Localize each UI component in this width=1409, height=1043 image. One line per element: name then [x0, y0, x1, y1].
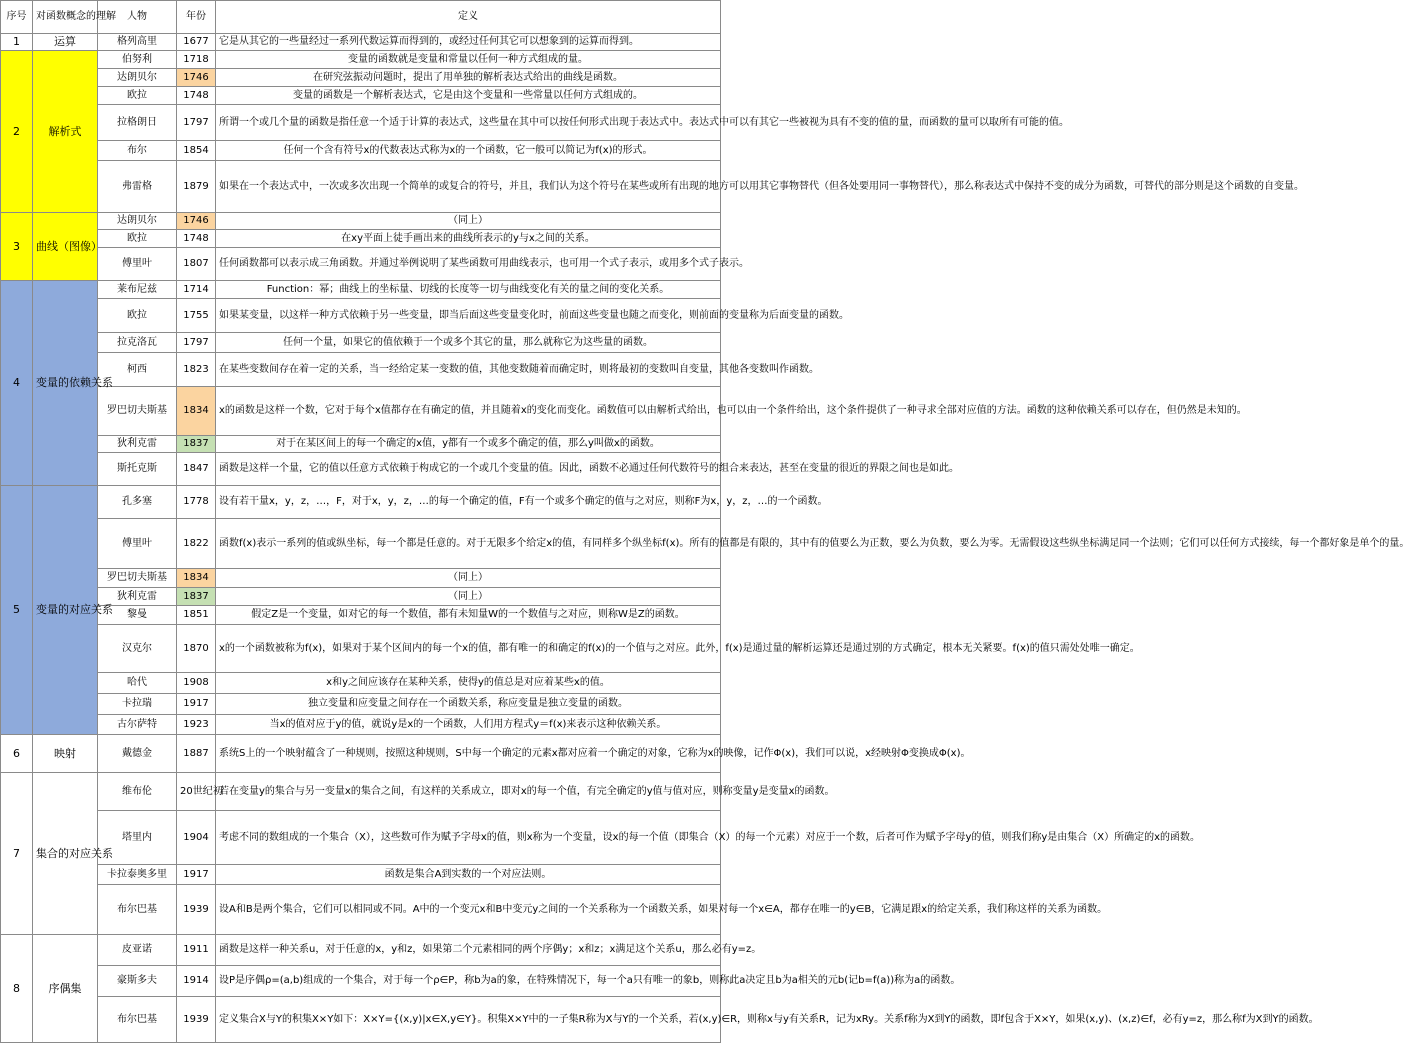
person-cell: 莱布尼兹 — [98, 281, 177, 299]
year-cell: 1748 — [177, 230, 216, 248]
person-cell: 欧拉 — [98, 299, 177, 333]
table-row — [1, 69, 721, 87]
definition-cell: 函数是集合A到实数的一个对应法则。 — [216, 865, 721, 885]
person-cell: 拉格朗日 — [98, 105, 177, 141]
year-cell: 1797 — [177, 333, 216, 353]
definition-cell: 函数是这样一个量，它的值以任意方式依赖于构成它的一个或几个变量的值。因此，函数不必通过任何代数符号的组合来表达，甚至在变量的很近的界限之间也是如此。 — [216, 453, 721, 486]
year-cell: 1837 — [177, 588, 216, 606]
definition-cell: 设P是序偶ρ=(a,b)组成的一个集合，对于每一个ρ∈P，称b为a的象，在特殊情况下，每一个a只有唯一的象b，则称此a决定且b为a相关的元b(记b=f(a))称为a的函数。 — [216, 966, 721, 997]
header-understanding: 对函数概念的理解 — [33, 1, 98, 34]
table-row — [1, 569, 721, 588]
year-cell: 1718 — [177, 51, 216, 69]
year-cell: 1851 — [177, 606, 216, 625]
definition-cell: x的函数是这样一个数，它对于每个x值都存在有确定的值，并且随着x的变化而变化。函数值可以由解析式给出，也可以由一个条件给出，这个条件提供了一种寻求全部对应值的方法。函数的这种依赖关系可以存在，但仍然是未知的。 — [216, 387, 721, 436]
person-cell: 弗雷格 — [98, 161, 177, 213]
group-label: 变量的对应关系 — [33, 486, 98, 735]
definition-cell: 任何一个量，如果它的值依赖于一个或多个其它的量，那么就称它为这些量的函数。 — [216, 333, 721, 353]
group-label: 映射 — [33, 735, 98, 773]
definition-cell: 如果某变量，以这样一种方式依赖于另一些变量，即当后面这些变量变化时，前面这些变量也随之而变化，则前面的变量称为后面变量的函数。 — [216, 299, 721, 333]
definition-cell: 当x的值对应于y的值，就说y是x的一个函数，人们用方程式y＝f(x)来表示这种依赖关系。 — [216, 715, 721, 735]
group-seq: 7 — [1, 773, 33, 935]
header-person: 人物 — [98, 1, 177, 34]
table-row — [1, 213, 721, 230]
definition-cell: 如果在一个表达式中，一次或多次出现一个简单的或复合的符号，并且，我们认为这个符号在某些或所有出现的地方可以用其它事物替代（但各处要用同一事物替代），那么称表达式中保持不变的成分为函数，可替代的部分则是这个函数的自变量。 — [216, 161, 721, 213]
definition-cell: Function：幂；曲线上的坐标量、切线的长度等一切与曲线变化有关的量之间的变化关系。 — [216, 281, 721, 299]
header-year: 年份 — [177, 1, 216, 34]
definition-cell: 变量的函数是一个解析表达式，它是由这个变量和一些常量以任何方式组成的。 — [216, 87, 721, 105]
table-row — [1, 997, 721, 1043]
year-cell: 1939 — [177, 997, 216, 1043]
definition-cell: 假定Z是一个变量，如对它的每一个数值，都有未知量W的一个数值与之对应，则称W是Z的函数。 — [216, 606, 721, 625]
table-row — [1, 625, 721, 673]
person-cell: 黎曼 — [98, 606, 177, 625]
group-seq: 3 — [1, 213, 33, 281]
table-row — [1, 281, 721, 299]
year-cell: 1879 — [177, 161, 216, 213]
person-cell: 布尔巴基 — [98, 885, 177, 935]
table-row — [1, 34, 721, 51]
person-cell: 戴德金 — [98, 735, 177, 773]
year-cell: 1714 — [177, 281, 216, 299]
person-cell: 狄利克雷 — [98, 588, 177, 606]
definition-cell: 设A和B是两个集合，它们可以相同或不同。A中的一个变元x和B中变元y之间的一个关系称为一个函数关系，如果对每一个x∈A，都存在唯一的y∈B，它满足跟x的给定关系，我们称这样的关系为函数。 — [216, 885, 721, 935]
year-cell: 1923 — [177, 715, 216, 735]
group-label: 序偶集 — [33, 935, 98, 1043]
header-definition: 定义 — [216, 1, 721, 34]
person-cell: 卡拉泰奥多里 — [98, 865, 177, 885]
person-cell: 傅里叶 — [98, 248, 177, 281]
year-cell: 1854 — [177, 141, 216, 161]
group-seq: 2 — [1, 51, 33, 213]
person-cell: 哈代 — [98, 673, 177, 694]
person-cell: 罗巴切夫斯基 — [98, 569, 177, 588]
header-seq: 序号 — [1, 1, 33, 34]
year-cell: 20世纪初 — [177, 773, 216, 811]
person-cell: 豪斯多夫 — [98, 966, 177, 997]
person-cell: 欧拉 — [98, 230, 177, 248]
group-seq: 6 — [1, 735, 33, 773]
year-cell: 1834 — [177, 569, 216, 588]
definition-cell: 函数是这样一种关系u，对于任意的x，y和z，如果第二个元素相同的两个序偶y；x和z；x满足这个关系u，那么必有y=z。 — [216, 935, 721, 966]
year-cell: 1823 — [177, 353, 216, 387]
header-row — [1, 1, 721, 34]
definition-cell: 对于在某区间上的每一个确定的x值，y都有一个或多个确定的值，那么y叫做x的函数。 — [216, 436, 721, 453]
person-cell: 斯托克斯 — [98, 453, 177, 486]
table-row — [1, 935, 721, 966]
table-row — [1, 715, 721, 735]
definition-cell: 若在变量y的集合与另一变量x的集合之间，有这样的关系成立，即对x的每一个值，有完全确定的y值与值对应，则称变量y是变量x的函数。 — [216, 773, 721, 811]
definition-cell: （同上） — [216, 569, 721, 588]
person-cell: 傅里叶 — [98, 519, 177, 569]
year-cell: 1837 — [177, 436, 216, 453]
definition-cell: 所谓一个或几个量的函数是指任意一个适于计算的表达式，这些量在其中可以按任何形式出现于表达式中。表达式中可以有其它一些被视为具有不变的值的量，而函数的量可以取所有可能的值。 — [216, 105, 721, 141]
person-cell: 布尔 — [98, 141, 177, 161]
definition-cell: 变量的函数就是变量和常量以任何一种方式组成的量。 — [216, 51, 721, 69]
definition-cell: 在研究弦振动问题时，提出了用单独的解析表达式给出的曲线是函数。 — [216, 69, 721, 87]
person-cell: 皮亚诺 — [98, 935, 177, 966]
person-cell: 孔多塞 — [98, 486, 177, 519]
definition-cell: x的一个函数被称为f(x)，如果对于某个区间内的每一个x的值，都有唯一的和确定的f(x)的一个值与之对应。此外，f(x)是通过量的解析运算还是通过别的方式确定，根本无关紧要。f(x)的值只需处处唯一确定。 — [216, 625, 721, 673]
person-cell: 拉克洛瓦 — [98, 333, 177, 353]
table-row — [1, 865, 721, 885]
definition-cell: （同上） — [216, 213, 721, 230]
person-cell: 罗巴切夫斯基 — [98, 387, 177, 436]
person-cell: 格列高里 — [98, 34, 177, 51]
year-cell: 1908 — [177, 673, 216, 694]
table-row — [1, 486, 721, 519]
group-seq: 1 — [1, 34, 33, 51]
table-row — [1, 248, 721, 281]
definition-cell: 任何函数都可以表示成三角函数。并通过举例说明了某些函数可用曲线表示，也可用一个式子表示，或用多个式子表示。 — [216, 248, 721, 281]
person-cell: 柯西 — [98, 353, 177, 387]
definition-cell: 设有若干量x，y，z，…，F，对于x，y，z，…的每一个确定的值，F有一个或多个确定的值与之对应，则称F为x，y，z，…的一个函数。 — [216, 486, 721, 519]
group-seq: 8 — [1, 935, 33, 1043]
group-label: 变量的依赖关系 — [33, 281, 98, 486]
year-cell: 1778 — [177, 486, 216, 519]
definition-cell: 独立变量和应变量之间存在一个函数关系，称应变量是独立变量的函数。 — [216, 694, 721, 715]
definition-cell: 在某些变数间存在着一定的关系，当一经给定某一变数的值，其他变数随着而确定时，则将最初的变数叫自变量，其他各变数叫作函数。 — [216, 353, 721, 387]
year-cell: 1904 — [177, 811, 216, 865]
person-cell: 布尔巴基 — [98, 997, 177, 1043]
definition-cell: 在xy平面上徒手画出来的曲线所表示的y与x之间的关系。 — [216, 230, 721, 248]
year-cell: 1887 — [177, 735, 216, 773]
year-cell: 1677 — [177, 34, 216, 51]
person-cell: 汉克尔 — [98, 625, 177, 673]
person-cell: 达朗贝尔 — [98, 69, 177, 87]
table-row — [1, 51, 721, 69]
table-row — [1, 694, 721, 715]
person-cell: 伯努利 — [98, 51, 177, 69]
year-cell: 1914 — [177, 966, 216, 997]
table-row — [1, 436, 721, 453]
person-cell: 古尔萨特 — [98, 715, 177, 735]
group-label: 运算 — [33, 34, 98, 51]
table-row — [1, 141, 721, 161]
table-row — [1, 885, 721, 935]
table-row — [1, 735, 721, 773]
table-row — [1, 333, 721, 353]
person-cell: 狄利克雷 — [98, 436, 177, 453]
year-cell: 1847 — [177, 453, 216, 486]
person-cell: 塔里内 — [98, 811, 177, 865]
year-cell: 1748 — [177, 87, 216, 105]
group-label: 曲线（图像） — [33, 213, 98, 281]
definition-cell: 函数f(x)表示一系列的值或纵坐标，每一个都是任意的。对于无限多个给定x的值，有同样多个纵坐标f(x)。所有的值都是有限的，其中有的值要么为正数，要么为负数，要么为零。无需假设这些纵坐标满足同一个法则；它们可以任何方式接续，每一个都好象是单个的量。 — [216, 519, 721, 569]
year-cell: 1746 — [177, 69, 216, 87]
year-cell: 1822 — [177, 519, 216, 569]
table-row — [1, 105, 721, 141]
definition-cell: 它是从其它的一些量经过一系列代数运算而得到的，或经过任何其它可以想象到的运算而得到。 — [216, 34, 721, 51]
table-row — [1, 87, 721, 105]
table-row — [1, 519, 721, 569]
definition-cell: 定义集合X与Y的积集X×Y如下：X×Y={(x,y)|x∈X,y∈Y}。积集X×Y中的一子集R称为X与Y的一个关系，若(x,y)∈R，则称x与y有关系R，记为xRy。关系f称为X到Y的函数，即f包含于X×Y，如果(x,y)、(x,z)∈f，必有y=z，那么称f为X到Y的函数。 — [216, 997, 721, 1043]
definition-cell: x和y之间应该存在某种关系，使得y的值总是对应着某些x的值。 — [216, 673, 721, 694]
year-cell: 1939 — [177, 885, 216, 935]
person-cell: 达朗贝尔 — [98, 213, 177, 230]
definition-cell: （同上） — [216, 588, 721, 606]
table-row — [1, 773, 721, 811]
table-row — [1, 230, 721, 248]
year-cell: 1755 — [177, 299, 216, 333]
group-seq: 5 — [1, 486, 33, 735]
year-cell: 1834 — [177, 387, 216, 436]
year-cell: 1746 — [177, 213, 216, 230]
group-label: 解析式 — [33, 51, 98, 213]
year-cell: 1870 — [177, 625, 216, 673]
year-cell: 1797 — [177, 105, 216, 141]
definition-cell: 系统S上的一个映射蕴含了一种规则，按照这种规则，S中每一个确定的元素x都对应着一个确定的对象，它称为x的映像，记作Φ(x)，我们可以说，x经映射Φ变换成Φ(x)。 — [216, 735, 721, 773]
person-cell: 卡拉瑞 — [98, 694, 177, 715]
year-cell: 1917 — [177, 694, 216, 715]
table-row — [1, 387, 721, 436]
year-cell: 1807 — [177, 248, 216, 281]
table-row — [1, 966, 721, 997]
table-row — [1, 453, 721, 486]
group-label: 集合的对应关系 — [33, 773, 98, 935]
definition-cell: 任何一个含有符号x的代数表达式称为x的一个函数，它一般可以简记为f(x)的形式。 — [216, 141, 721, 161]
table-row — [1, 161, 721, 213]
group-seq: 4 — [1, 281, 33, 486]
year-cell: 1917 — [177, 865, 216, 885]
definition-cell: 考虑不同的数组成的一个集合（X），这些数可作为赋予字母x的值，则x称为一个变量，设x的每一个值（即集合（X）的每一个元素）对应于一个数，后者可作为赋予字母y的值，则我们称y是由集合（X）所确定的x的函数。 — [216, 811, 721, 865]
person-cell: 欧拉 — [98, 87, 177, 105]
person-cell: 维布伦 — [98, 773, 177, 811]
table-row — [1, 673, 721, 694]
table-row — [1, 299, 721, 333]
year-cell: 1911 — [177, 935, 216, 966]
